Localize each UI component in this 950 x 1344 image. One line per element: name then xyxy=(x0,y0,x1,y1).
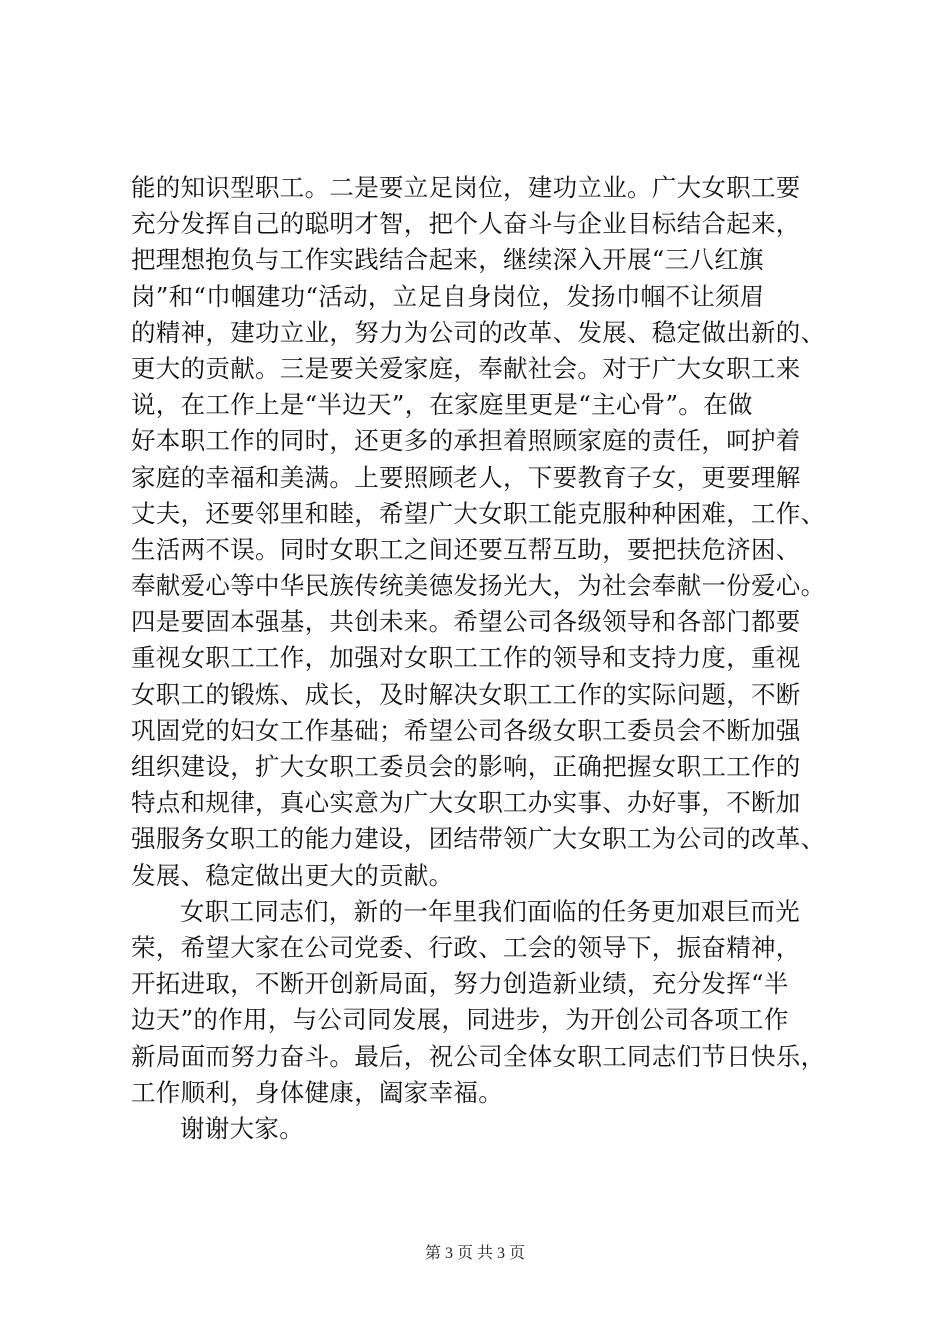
text-line: 把理想抱负与工作实践结合起来，继续深入开展“三八红旗 xyxy=(131,245,764,275)
text-line: 荣，希望大家在公司党委、行政、工会的领导下，振奋精神， xyxy=(131,932,801,962)
text-line: 组织建设，扩大女职工委员会的影响，正确把握女职工工作的 xyxy=(131,752,801,781)
text-line: 更大的贡献。三是要关爱家庭，奉献社会。对于广大女职工来 xyxy=(131,353,801,383)
text-line: 强服务女职工的能力建设，团结带领广大女职工为公司的改革、 xyxy=(131,824,826,854)
page-footer: 第 3 页 共 3 页 xyxy=(424,1245,525,1262)
text-line: 发展、稳定做出更大的贡献。 xyxy=(131,860,454,890)
text-line: 特点和规律，真心实意为广大女职工办实事、办好事，不断加 xyxy=(131,788,801,818)
text-line: 女职工的锻炼、成长，及时解决女职工工作的实际问题，不断 xyxy=(131,679,801,709)
text-line: 新局面而努力奋斗。最后，祝公司全体女职工同志们节日快乐， xyxy=(131,1041,826,1071)
text-line: 好本职工作的同时，还更多的承担着照顾家庭的责任，呵护着 xyxy=(131,426,801,456)
text-line: 四是要固本强基，共创未来。希望公司各级领导和各部门都要 xyxy=(131,607,801,637)
text-line: 生活两不误。同时女职工之间还要互帮互助，要把扶危济困、 xyxy=(131,534,801,564)
text-line: 丈夫，还要邻里和睦，希望广大女职工能克服种种困难，工作、 xyxy=(131,498,826,528)
text-line: 开拓进取，不断开创新局面，努力创造新业绩，充分发挥“半 xyxy=(131,969,789,999)
text-line: 说，在工作上是“半边天”，在家庭里更是“主心骨”。在做 xyxy=(131,390,753,420)
text-line: 奉献爱心等中华民族传统美德发扬光大，为社会奉献一份爱心。 xyxy=(131,571,826,601)
text-line: 的精神，建功立业，努力为公司的改革、发展、稳定做出新的、 xyxy=(131,317,826,347)
text-line: 女职工同志们，新的一年里我们面临的任务更加艰巨而光 xyxy=(180,896,800,926)
text-line: 巩固党的妇女工作基础；希望公司各级女职工委员会不断加强 xyxy=(131,715,801,745)
text-line: 能的知识型职工。二是要立足岗位，建功立业。广大女职工要 xyxy=(131,173,801,202)
text-line: 谢谢大家。 xyxy=(180,1113,304,1143)
text-line: 重视女职工工作，加强对女职工工作的领导和支持力度，重视 xyxy=(131,643,801,673)
text-line: 工作顺利，身体健康，阖家幸福。 xyxy=(131,1077,503,1107)
text-line: 岗”和“巾帼建功“活动，立足自身岗位，发扬巾帼不让须眉 xyxy=(131,281,765,311)
body-text xyxy=(131,170,831,1147)
text-line: 边天”的作用，与公司同发展，同进步，为开创公司各项工作 xyxy=(131,1005,789,1035)
text-line: 家庭的幸福和美满。上要照顾老人，下要教育子女，更要理解 xyxy=(131,462,801,492)
text-line: 充分发挥自己的聪明才智，把个人奋斗与企业目标结合起来， xyxy=(131,209,801,239)
